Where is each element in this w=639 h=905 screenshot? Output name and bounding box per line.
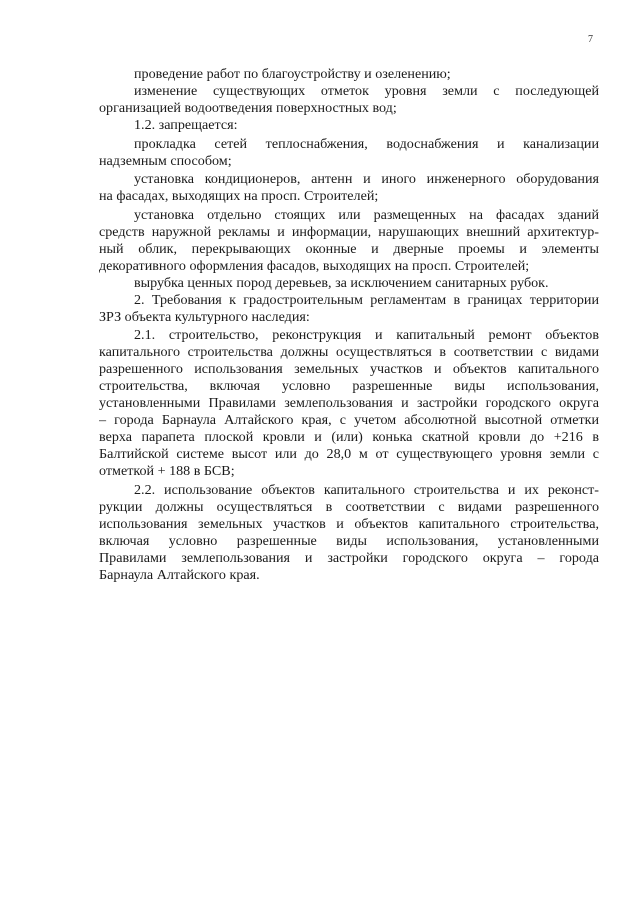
text-line: средств наружной рекламы и информации, нарушающих внешний архитектур- <box>99 223 599 240</box>
text-line: отметкой + 188 в БСВ; <box>99 463 235 479</box>
text-line: Балтийской системе высот или до 28,0 м от существующего уровня земли с <box>99 446 599 462</box>
text-line: 2.1. строительство, реконструкция и капитальный ремонт объектов <box>134 327 599 343</box>
text-line: использования земельных участков и объектов капитального строительства, <box>99 515 599 532</box>
text-line: декоративного оформления фасадов, выходящих на просп. Строителей; <box>99 257 530 274</box>
text-line: рукции должны осуществляться в соответствии с видами разрешенного <box>99 498 599 515</box>
text-line: 2.2. использование объектов капитального строительства и их реконст- <box>134 481 599 498</box>
text-line: включая условно разрешенные виды использования, установленными <box>99 532 599 549</box>
text-line: установка кондиционеров, антенн и иного инженерного оборудования <box>134 171 599 187</box>
text-line: прокладка сетей теплоснабжения, водоснабжения и канализации <box>134 135 599 152</box>
text-line: проведение работ по благоустройству и озеленению; <box>134 66 451 82</box>
document-body <box>99 66 599 584</box>
text-line: Барнаула Алтайского края. <box>99 566 260 583</box>
text-line: верха парапета плоской кровли и (или) конька скатной кровли до +216 в <box>99 429 599 445</box>
text-line: ЗРЗ объекта культурного наследия: <box>99 308 310 325</box>
text-line: надземным способом; <box>99 152 232 169</box>
text-line: 2. Требования к градостроительным регламентам в границах территории <box>134 291 599 308</box>
text-line: 1.2. запрещается: <box>134 117 238 133</box>
page-number: 7 <box>588 34 593 45</box>
text-line: изменение существующих отметок уровня земли с последующей <box>134 83 599 99</box>
text-line: капитального строительства должны осуществляться в соответствии с видами <box>99 344 599 360</box>
text-line: установленными Правилами землепользования и застройки городского округа <box>99 395 599 411</box>
text-line: строительства, включая условно разрешенные виды использования, <box>99 378 599 394</box>
text-line: на фасадах, выходящих на просп. Строителей; <box>99 188 379 204</box>
text-line: вырубка ценных пород деревьев, за исключением санитарных рубок. <box>134 274 549 291</box>
text-line: ный облик, перекрывающих оконные и дверные проемы и элементы <box>99 240 599 257</box>
text-line: разрешенного использования земельных участков и объектов капитального <box>99 361 599 377</box>
text-line: установка отдельно стоящих или размещенных на фасадах зданий <box>134 206 599 223</box>
text-line: – города Барнаула Алтайского края, с учетом абсолютной высотной отметки <box>99 412 599 428</box>
text-line: организацией водоотведения поверхностных вод; <box>99 100 397 116</box>
text-line: Правилами землепользования и застройки городского округа – города <box>99 549 599 566</box>
